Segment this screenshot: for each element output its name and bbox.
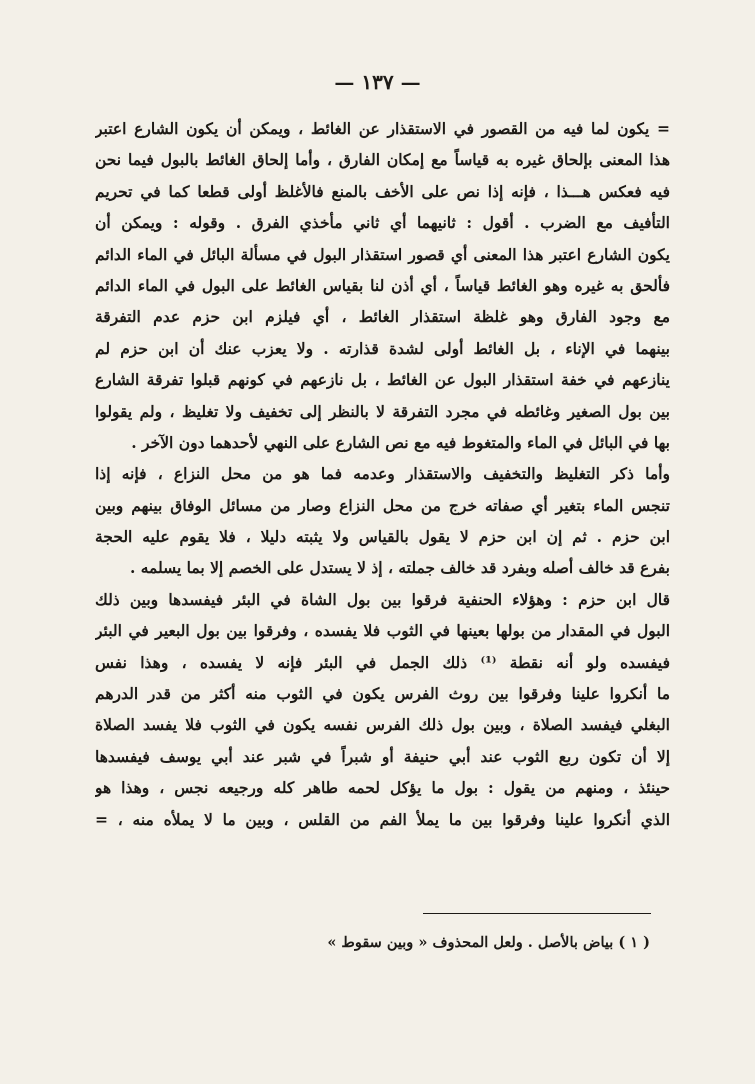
text-line: = يكون لما فيه من القصور في الاستقذار عن الغائط ، ويمكن أن يكون الشارع اعتبر xyxy=(95,119,670,138)
text-line: ابن حزم . ثم إن ابن حزم لا يقول بالقياس ولا يثبته دليلا ، فلا يقوم عليه الحجة xyxy=(95,527,670,547)
page-number: — ١٣٧ — xyxy=(334,70,421,94)
text-line: مع وجود الفارق وهو غلظة استقذار الغائط ، أي فيلزم ابن حزم عدم التفرقة xyxy=(95,307,670,327)
text-line: فيفسده ولو أنه نقطة ⁽¹⁾ ذلك الجمل في البئر فإنه لا يفسده ، وهذا نفس xyxy=(95,652,670,672)
text-line: وأما ذكر التغليظ والتخفيف والاستقذار وعدمه فما هو من محل النزاع ، فإنه إذا xyxy=(95,464,670,484)
text-line: البول في المقدار من بولها بعينها في الثوب فلا يفسده ، وفرقوا بين بول البعير في البئر xyxy=(95,621,670,641)
text-line: التأفيف مع الضرب . أقول : ثانيهما أي ثاني مأخذي الفرق . وقوله : ويمكن أن xyxy=(95,213,670,233)
text-line: تنجس الماء بتغير أي صفاته خرج من محل النزاع وصار من مسائل الوفاق بينهم وبين xyxy=(95,495,670,515)
footnote: ( ١ ) بياض بالأصل . ولعل المحذوف « وبين سقوط » xyxy=(327,934,650,951)
text-line: فيه فعكس هـــذا ، فإنه إذا نص على الأخف بالمنع فالأغلظ أولى قطعا كما في تحريم xyxy=(95,181,670,201)
text-line: البغلي فيفسد الصلاة ، وبين بول ذلك الفرس نفسه يكون في الثوب فلا يفسد الصلاة xyxy=(95,715,670,735)
text-line: يكون الشارع اعتبر هذا المعنى أي قصور استقذار البول في مسألة البائل في الماء الدائم xyxy=(95,244,670,264)
text-line: حينئذ ، ومنهم من يقول : بول ما يؤكل لحمه طاهر كله ورجيعه نجس ، وهذا هو xyxy=(95,778,670,798)
text-line: بفرع قد خالف أصله وبفرد قد خالف جملته ، إذ لا يستدل على الخصم إلا بما يسلمه . xyxy=(129,558,670,578)
text-line: إلا أن تكون ربع الثوب عند أبي حنيفة أو شبراً في شبر عند أبي يوسف فيفسدها xyxy=(95,746,670,766)
text-line: الذي أنكروا علينا وفرقوا بين ما يملأ الفم من القلس ، وبين ما لا يملأه منه ، = xyxy=(95,809,670,829)
text-line: ما أنكروا علينا وفرقوا بين روث الفرس يكون في الثوب منه أكثر من قدر الدرهم xyxy=(95,684,670,704)
text-line: فألحق به غيره وهو الغائط قياساً ، أي أذن لنا بقياس الغائط على البول في الماء الدائم xyxy=(95,275,670,295)
text-line: ينازعهم في خفة استقذار البول عن الغائط ، بل نازعهم في كونهم قبلوا تفرقة الشارع xyxy=(95,370,670,390)
footnote-divider xyxy=(423,913,651,914)
text-line: هذا المعنى بإلحاق غيره به قياساً مع إمكان الفارق ، وأما إلحاق الغائط بالبول فيما نحن xyxy=(95,150,670,170)
text-line: بها في البائل في الماء والمتغوط فيه مع نص الشارع على النهي لأحدهما دون الآخر . xyxy=(131,432,670,452)
text-line: بين بول الصغير وغائطه في مجرد التفرقة لا بالنظر إلى تخفيف ولا تغليظ ، ولم يقولوا xyxy=(95,401,670,421)
text-line: بينهما في الإناء ، بل الغائط أولى لشدة قذارته . ولا يعزب عنك أن ابن حزم لم xyxy=(95,338,670,358)
text-line: قال ابن حزم : وهؤلاء الحنفية فرقوا بين بول الشاة في البئر فيفسدها وبين ذلك xyxy=(95,589,670,609)
body-text xyxy=(95,113,670,835)
